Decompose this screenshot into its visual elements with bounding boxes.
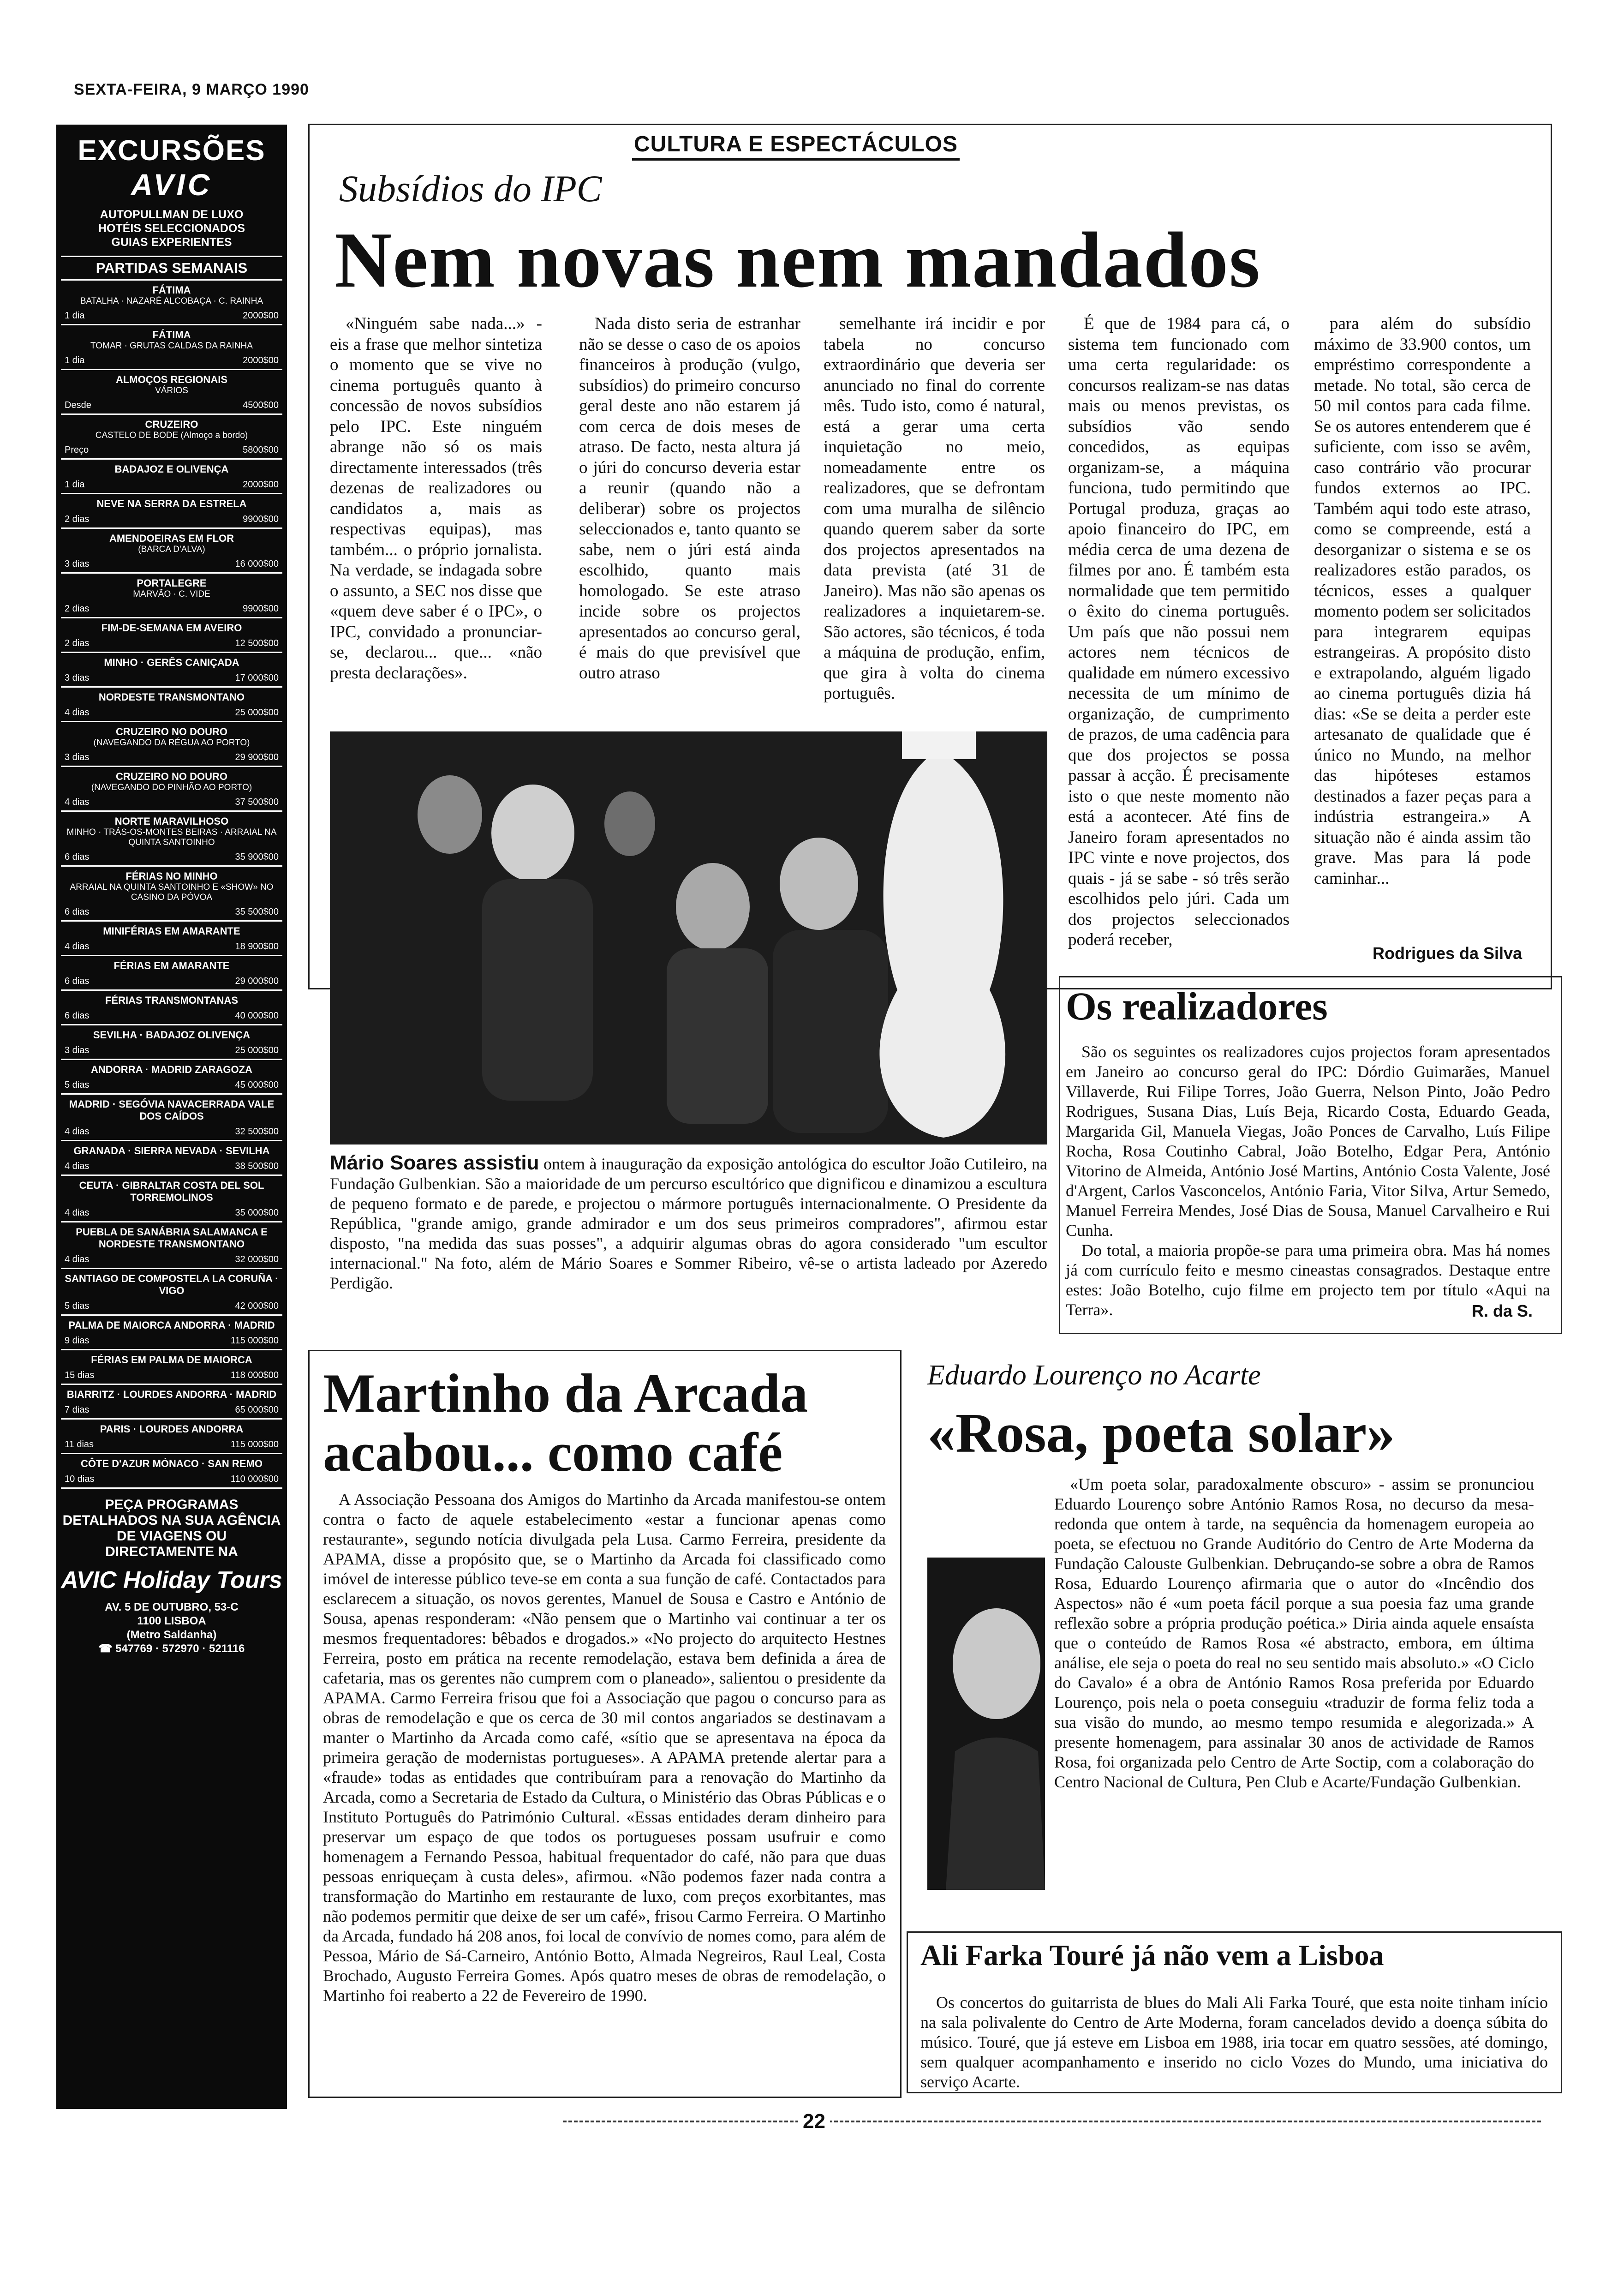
trip-price: 35 500$00 [235,907,279,917]
trip-days: 1 dia [65,479,85,490]
trip-name: CRUZEIRO NO DOURO [116,726,227,737]
trip-name: BIARRITZ · LOURDES ANDORRA · MADRID [66,1389,277,1400]
trip-item [61,460,282,494]
trip-item [61,653,282,688]
trip-days: Preço [65,445,89,455]
trip-days: Desde [65,400,91,410]
trip-name: GRANADA · SIERRA NEVADA · SEVILHA [73,1145,270,1156]
trip-detail: TOMAR · GRUTAS CALDAS DA RAINHA [90,341,253,351]
martinho-headline: Martinho da Arcada acabou... como café [323,1362,808,1483]
trip-item [61,1095,282,1141]
trip-name: MADRID · SEGÓVIA NAVACERRADA VALE DOS CAÍDOS [69,1098,275,1122]
trip-days: 3 dias [65,1045,90,1055]
trip-price: 9900$00 [243,514,279,524]
trip-name: PUEBLA DE SANÁBRIA SALAMANCA E NORDESTE TRANSMONTANO [76,1226,268,1250]
main-col-2: Nada disto seria de estranhar não se desse o caso de os apoios financeiros à produção (vulgo, subsídios) do primeiro concurso geral deste ano não estarem já com cerca de dois meses de atraso. De facto, nesta altura já o júri do concurso deveria estar a reunir (quando não a deliberar) sobre os projectos seleccionados e, tanto quanto se sabe, nem o júri está ainda escolhido, quanto mais homologado. Se este atraso incide sobre os projectos apresentados ao concurso geral, é mais do que previsível que outro atraso [579,314,800,683]
trip-item [61,1176,282,1222]
trip-name: ANDORRA · MADRID ZARAGOZA [91,1064,252,1075]
trip-price: 9900$00 [243,604,279,614]
trip-item [61,618,282,653]
section-title: CULTURA E ESPECTÁCULOS [632,132,960,161]
trip-detail: (BARCA D'ALVA) [138,545,205,554]
trip-price: 5800$00 [243,445,279,455]
farka-headline: Ali Farka Touré já não vem a Lisboa [920,1939,1384,1971]
trip-item [61,325,282,370]
trip-days: 15 dias [65,1370,95,1380]
trip-name: CÔTE D'AZUR MÓNACO · SAN REMO [81,1458,263,1469]
portrait-image [927,1558,1045,1890]
rosa-kicker: Eduardo Lourenço no Acarte [927,1360,1261,1391]
trip-days: 4 dias [65,1254,90,1264]
trip-days: 6 dias [65,852,90,862]
trip-item [61,722,282,767]
trip-name: NORDESTE TRANSMONTANO [98,691,245,703]
trip-name: AMENDOEIRAS EM FLOR [109,533,234,544]
photo-caption: Mário Soares assistiu ontem à inauguração da exposição antológica do escultor João Cutileiro, na Fundação Gulbenkian. São a maioridade de um percurso escultórico que dignificou e dinamizou a escultura de pequeno formato e de parede, e projectou o mármore português internacionalmente. O Presidente da República, "grande amigo, grande admirador e um dos seus primeiros compradores", afirmou estar disposto, "na medida das suas posses", a adquirir algumas obras do agora considerado "um escultor internacional." Na foto, além de Mário Soares e Sommer Ribeiro, vê-se o artista ladeado por Azeredo Perdigão. [330,1151,1048,1292]
trip-price: 18 900$00 [235,941,279,952]
trip-days: 10 dias [65,1474,95,1484]
ad-partidas: PARTIDAS SEMANAIS [61,256,282,281]
trip-price: 4500$00 [243,400,279,410]
realizadores-text: São os seguintes os realizadores cujos projectos foram apresentados em Janeiro ao concurso geral do IPC: Dórdio Guimarães, Manuel Villaverde, Rui Filipe Torres, João Guerra, Nelson Pinto, João Pedro Rodrigues, Susana Dias, Luís Beja, Ricardo Costa, Eduardo Geada, Margarida Gil, Manuela Viegas, João Ponces de Carvalho, Luís Filipe Rocha, Rosa Coutinho Cabral, João Botelho, Edgar Pera, António Vitorino de Almeida, António José Martins, António Costa Valente, José d'Argent, Carlos Vasconcelos, António Faria, Vitor Silva, Artur Semedo, Manuel Ferreira Mendes, José Dias de Sousa, Manuel Carvalheiro e Rui Cunha. Do total, a maioria propõe-se para uma primeira obra. Mas há nomes já com currículo feito e mesmo cineastas consagrados. Destaque entre estes: João Botelho, cujo filme em projecto tem por título «Aqui na Terra». [1066,1043,1550,1319]
trip-price: 45 000$00 [235,1080,279,1090]
trip-item [61,812,282,867]
ad-address: AV. 5 DE OUTUBRO, 53-C 1100 LISBOA (Metro Saldanha) ☎ 547769 · 572970 · 521116 [98,1601,245,1655]
caption-lead: Mário Soares assistiu [330,1151,539,1174]
trip-item [61,494,282,529]
trip-days: 6 dias [65,976,90,986]
trip-name: CRUZEIRO [145,419,198,430]
trip-item [61,767,282,812]
trip-list [56,281,287,1489]
trip-item [61,991,282,1025]
trip-days: 5 dias [65,1080,90,1090]
trip-item [61,1454,282,1489]
trip-days: 4 dias [65,1127,90,1137]
trip-item [61,956,282,991]
trip-detail: ARRAIAL NA QUINTA SANTOINHO E «SHOW» NO CASINO DA PÓVOA [70,882,274,902]
trip-item [61,1420,282,1454]
trip-days: 9 dias [65,1336,90,1346]
trip-name: PORTALEGRE [137,577,207,589]
trip-price: 35 900$00 [235,852,279,862]
farka-text: Os concertos do guitarrista de blues do Mali Ali Farka Touré, que esta noite tinham início na sala polivalente do Centro de Arte Moderna, foram cancelados devido a doença súbita do músico. Touré, que já esteve em Lisboa em 1988, iria tocar em quatro sessões, até domingo, sem qualquer acompanhamento e inserido no ciclo Vozes do Mundo, uma iniciativa do serviço Acarte. [920,1993,1548,2091]
trip-days: 6 dias [65,1011,90,1021]
trip-name: FÉRIAS EM AMARANTE [113,960,230,971]
trip-item [61,281,282,325]
trip-price: 2000$00 [243,311,279,321]
trip-days: 2 dias [65,638,90,648]
trip-days: 4 dias [65,797,90,807]
trip-price: 32 000$00 [235,1254,279,1264]
trip-item [61,370,282,415]
trip-price: 115 000$00 [230,1439,279,1450]
trip-name: FÉRIAS NO MINHO [125,870,218,882]
trip-item [61,1222,282,1269]
trip-price: 29 000$00 [235,976,279,986]
trip-name: CEUTA · GIBRALTAR COSTA DEL SOL TORREMOLINOS [79,1180,264,1203]
trip-price: 17 000$00 [235,673,279,683]
trip-price: 16 000$00 [235,559,279,569]
trip-days: 2 dias [65,604,90,614]
trip-price: 38 500$00 [235,1161,279,1171]
trip-price: 2000$00 [243,479,279,490]
trip-days: 2 dias [65,514,90,524]
portrait-photo [927,1558,1045,1890]
main-signature: Rodrigues da Silva [1373,944,1522,963]
trip-days: 7 dias [65,1405,90,1415]
page-date: SEXTA-FEIRA, 9 MARÇO 1990 [74,81,309,98]
main-col-5: para além do subsídio máximo de 33.900 contos, um empréstimo correspondente a metade. No total, são cerca de 50 mil contos para cada filme. Se os autores entenderem que é suficiente, com isso se avêm, caso contrário vão procurar fundos externos ao IPC. Também aqui todo este atraso, como se compreende, está a desorganizar o sistema e se os realizadores estão parados, os técnicos, esses a qualquer momento podem ser solicitados para integrarem equipas estrangeiras. A propósito disto e extrapolando, alguém ligado ao cinema português dizia há dias: «Se se deita a perder este artesanato de qualidade que é único no Mundo, na melhor das hipóteses estamos destinados a fazer peças para a indústria estrangeira.» A situação não é ainda assim tão grave. Mas para lá pode caminhar... [1314,314,1531,888]
rosa-text: «Um poeta solar, paradoxalmente obscuro» - assim se pronunciou Eduardo Lourenço sobre António Ramos Rosa, no decurso da mesa-redonda que ontem à tarde, na sequência da homenagem europeia ao poeta, se efectuou no Grande Auditório do Centro de Arte Moderna da Fundação Calouste Gulbenkian. Debruçando-se sobre a obra de Ramos Rosa, Eduardo Lourenço afirmaria que o autor do «Incêndio dos Aspectos» não é «um poeta fácil porque a sua poesia faz uma grande reflexão sobre a própria produção poética.» Diria ainda aquele ensaísta que o conteúdo de Ramos Rosa «é abstracto, embora, em última análise, ele seja o poeta do real no seu sentido mais absoluto.» «O Ciclo do Cavalo» é a obra de António Ramos Rosa preferida por Eduardo Lourenço, pois nela o poeta conseguiu «traduzir de forma feliz toda a sua visão do mundo, ao mesmo tempo resumida e alegorizada.» A presente homenagem, para assinalar 30 anos de actividade de Ramos Rosa, foi organizada pelo Centro de Arte Soctip, com a colaboração do Centro Nacional de Cultura, Pen Club e Acarte/Fundação Gulbenkian. [1054,1475,1534,1791]
trip-detail: MINHO · TRÁS-OS-MONTES BEIRAS · ARRAIAL NA QUINTA SANTOINHO [66,827,277,847]
footer-rule [563,2121,1541,2122]
trip-detail: MARVÃO · C. VIDE [133,589,210,599]
trip-days: 3 dias [65,752,90,762]
trip-item [61,867,282,922]
trip-days: 4 dias [65,1161,90,1171]
trip-price: 65 000$00 [235,1405,279,1415]
trip-name: ALMOÇOS REGIONAIS [115,374,227,385]
trip-name: PALMA DE MAIORCA ANDORRA · MADRID [68,1319,275,1331]
trip-item [61,1350,282,1385]
trip-price: 118 000$00 [230,1370,279,1380]
trip-days: 1 dia [65,311,85,321]
trip-item [61,574,282,618]
trip-item [61,1316,282,1350]
trip-price: 42 000$00 [235,1301,279,1311]
trip-item [61,688,282,722]
trip-name: NEVE NA SERRA DA ESTRELA [96,498,247,509]
trip-detail: CASTELO DE BODE (Almoço a bordo) [95,431,248,440]
avic-holiday-logo: AVIC Holiday Tours [61,1567,282,1594]
ad-subtitle: AUTOPULLMAN DE LUXO HOTÉIS SELECCIONADOS GUIAS EXPERIENTES [98,208,245,249]
trip-name: SEVILHA · BADAJOZ OLIVENÇA [93,1029,251,1041]
trip-name: FIM-DE-SEMANA EM AVEIRO [101,622,242,634]
ad-footer: PEÇA PROGRAMAS DETALHADOS NA SUA AGÊNCIA DE VIAGENS OU DIRECTAMENTE NA [62,1497,281,1559]
trip-item [61,529,282,574]
trip-name: FÁTIMA [152,284,191,296]
exhibition-photo-image [330,731,1047,1144]
trip-days: 1 dia [65,355,85,366]
trip-price: 29 900$00 [235,752,279,762]
main-col-1: «Ninguém sabe nada...» - eis a frase que melhor sintetiza o momento que se vive no cinema português quanto à concessão de novos subsídios pelo IPC. Este ninguém abrange não só os mais directamente interessados (três dezenas de realizadores ou candidatos a, mais as respectivas equipas), mas também... o próprio jornalista. Na verdade, se indagada sobre o assunto, a SEC nos disse que «quem deve saber é o IPC», o IPC, convidado a pronunciar-se, declarou... que... «não presta declarações». [330,314,542,683]
trip-price: 25 000$00 [235,707,279,718]
martinho-text: A Associação Pessoana dos Amigos do Martinho da Arcada manifestou-se ontem contra o facto de aquele estabelecimento «estar a funcionar apenas como restaurante», segundo notícia divulgada pela Lusa. Carmo Ferreira, presidente da APAMA, disse a propósito que, se o Martinho da Arcada foi classificado como imóvel de interesse público teve-se em conta a sua função de café. Contactados para esclarecem a situação, os novos gerentes, Manuel de Sousa e Castro e António de Sousa, apenas responderam: «Não pensem que o Martinho vai continuar a ter os mesmos frequentadores: bêbados e drogados.» «No projecto do arquitecto Hestnes Ferreira, posto em prática na recente remodelação, estava bem definida a área de cafetaria, mas os gerentes não cumprem com o planeado», salientou o presidente da APAMA. Carmo Ferreira frisou que foi a Associação que pagou o concurso para as obras de remodelação e que os cerca de 30 mil contos angariados se destinavam a manter o Martinho da Arcada como café, «sítio que se apresentava na época da primeira geração de modernistas portugueses». A APAMA pretende alertar para a «fraude» todas as entidades que contribuíram para a renovação do Martinho da Arcada, como a Secretaria de Estado da Cultura, o Ministério das Obras Públicas e o Instituto Português do Património Cultural. «Essas entidades deram dinheiro para preservar um espaço de que todos os portugueses possam usufruir e como homenagem a Fernando Pessoa, habitual frequentador do café, não para que duas pessoas enriqueçam à custa deles», afirmou. «Não podemos fazer nada contra a transformação do Martinho em restaurante de luxo, com preços exorbitantes, mas não podemos permitir que deixe de ser um café», frisou Carmo Ferreira. O Martinho da Arcada, fundado há 208 anos, foi local de convívio de nomes como, para além de Pessoa, Mário de Sá-Carneiro, António Botto, Almada Negreiros, Raul Leal, Costa Brochado, Augusto Ferreira Gomes. Após quatro meses de obras de remodelação, o Martinho foi reaberto a 22 de Fevereiro de 1990. [323,1490,886,2005]
trip-detail: BATALHA · NAZARÉ ALCOBAÇA · C. RAINHA [80,296,263,306]
trip-item [61,1269,282,1316]
trip-name: MINHO · GERÊS CANIÇADA [104,657,239,668]
trip-days: 4 dias [65,1208,90,1218]
trip-days: 5 dias [65,1301,90,1311]
trip-price: 12 500$00 [235,638,279,648]
trip-days: 3 dias [65,559,90,569]
trip-price: 2000$00 [243,355,279,366]
trip-item [61,415,282,460]
trip-name: PARIS · LOURDES ANDORRA [100,1423,244,1435]
trip-days: 6 dias [65,907,90,917]
main-col-4: É que de 1984 para cá, o sistema tem funcionado com uma certa regularidade: os concursos realizam-se nas datas mais ou menos previstas, os subsídios vão sendo concedidos, as equipas organizam-se, a máquina funciona, tudo permitindo que Portugal produza, graças ao apoio financeiro do IPC, em média cerca de uma dezena de filmes por ano. É também esta normalidade que tem permitido o êxito do cinema português. Um país que não possui nem actores nem técnicos de qualidade em número excessivo necessita de um mínimo de organização, de cumprimento de prazos, de uma cadência para que dos projectos se possa passar à acção. É precisamente isto o que neste momento não está a acontecer. Até fins de Janeiro foram apresentados no IPC vinte e nove projectos, dos quais - já se sabe - só três serão escolhidos pelo júri. Cada um dos projectos seleccionados poderá receber, [1068,314,1290,949]
trip-days: 3 dias [65,673,90,683]
trip-days: 4 dias [65,941,90,952]
avic-advertisement [56,125,287,2109]
trip-item [61,1385,282,1420]
realizadores-title: Os realizadores [1066,984,1328,1028]
trip-price: 25 000$00 [235,1045,279,1055]
trip-price: 115 000$00 [230,1336,279,1346]
trip-item [61,1025,282,1060]
ad-headline: EXCURSÕES [78,135,266,167]
main-col-3: semelhante irá incidir e por tabela no concurso extraordinário que deveria ser anunciado no final do corrente mês. Tudo isto, como é natural, está a gerar uma certa inquietação no meio, nomeadamente entre os realizadores, que se defrontam com uma muralha de silêncio quando querem saber da sorte dos projectos apresentados na data prevista (até 31 de Janeiro). Mas não são apenas os realizadores a inquietarem-se. São actores, são técnicos, é toda a máquina de produção, enfim, que gira à volta do cinema português. [824,314,1045,703]
trip-name: SANTIAGO DE COMPOSTELA LA CORUÑA · VIGO [65,1273,279,1296]
trip-name: FÉRIAS TRANSMONTANAS [105,995,239,1006]
page-number: 22 [798,2110,830,2133]
trip-name: FÁTIMA [152,329,191,341]
exhibition-photo [330,731,1047,1144]
trip-detail: VÁRIOS [155,386,188,395]
trip-name: MINIFÉRIAS EM AMARANTE [103,925,240,937]
trip-name: BADAJOZ E OLIVENÇA [114,463,229,475]
avic-logo: AVIC [131,168,213,202]
main-kicker: Subsídios do IPC [339,168,602,210]
trip-detail: (NAVEGANDO DO PINHÃO AO PORTO) [91,783,252,792]
trip-name: NORTE MARAVILHOSO [114,815,229,827]
trip-item [61,922,282,956]
trip-days: 4 dias [65,707,90,718]
trip-item [61,1060,282,1095]
trip-detail: (NAVEGANDO DA RÉGUA AO PORTO) [93,738,250,748]
trip-price: 110 000$00 [230,1474,279,1484]
trip-name: FÉRIAS EM PALMA DE MAIORCA [91,1354,252,1366]
trip-days: 11 dias [65,1439,94,1450]
trip-price: 37 500$00 [235,797,279,807]
trip-item [61,1141,282,1176]
main-headline: Nem novas nem mandados [334,216,1261,304]
trip-name: CRUZEIRO NO DOURO [116,771,227,782]
trip-price: 32 500$00 [235,1127,279,1137]
trip-price: 35 000$00 [235,1208,279,1218]
realizadores-signature: R. da S. [1472,1301,1533,1320]
trip-price: 40 000$00 [235,1011,279,1021]
rosa-headline: «Rosa, poeta solar» [927,1402,1395,1464]
